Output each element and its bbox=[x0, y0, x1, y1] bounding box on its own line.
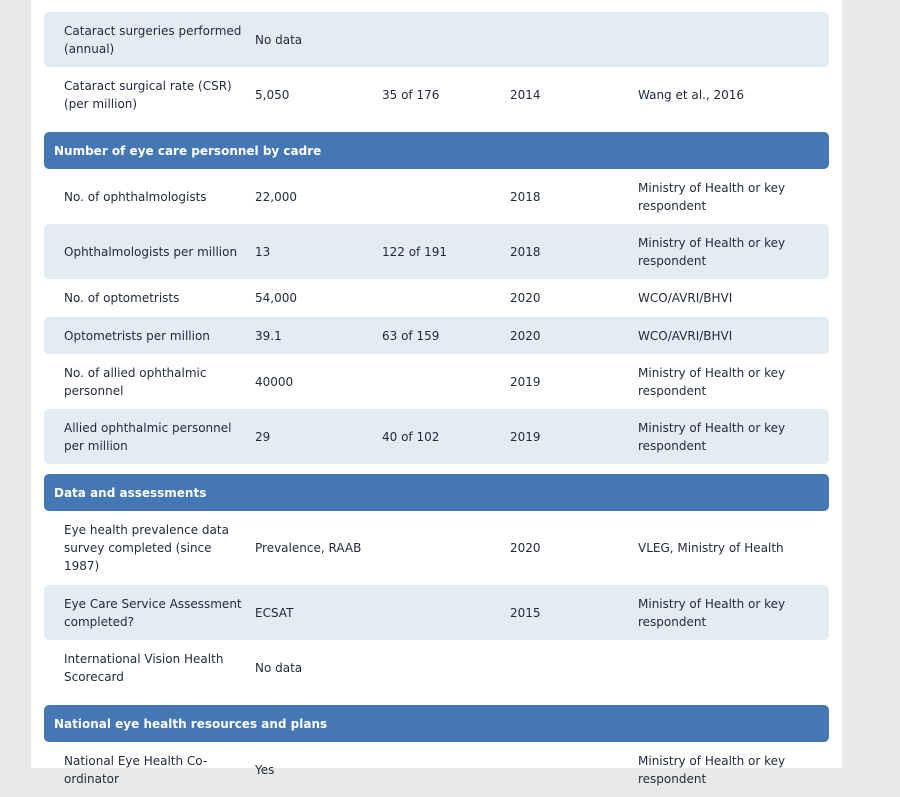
indicator-value: 13 bbox=[255, 244, 271, 259]
content-panel bbox=[31, 0, 842, 786]
indicator-name: Cataract surgical rate (CSR) (per million) bbox=[64, 78, 232, 111]
section-header: National eye health resources and plans bbox=[44, 705, 829, 742]
indicator-name: Eye Care Service Assessment completed? bbox=[64, 596, 242, 629]
indicator-value: No data bbox=[255, 32, 303, 47]
indicator-name: National Eye Health Co-ordinator bbox=[64, 753, 208, 786]
indicator-value: 5,050 bbox=[255, 87, 290, 102]
table-row bbox=[44, 169, 829, 224]
table-row bbox=[44, 12, 829, 67]
indicator-name: Cataract surgeries performed (annual) bbox=[64, 23, 242, 56]
table-row bbox=[44, 317, 829, 354]
indicator-year: 2019 bbox=[510, 429, 541, 444]
indicator-name: No. of optometrists bbox=[64, 291, 180, 305]
table-row bbox=[44, 409, 829, 464]
indicator-name: No. of allied ophthalmic personnel bbox=[64, 365, 207, 398]
table-row bbox=[44, 224, 829, 279]
indicator-year: 2019 bbox=[510, 374, 541, 389]
indicator-value: Yes bbox=[255, 762, 275, 777]
indicator-value: 29 bbox=[255, 429, 271, 444]
indicator-source: VLEG, Ministry of Health bbox=[638, 541, 784, 555]
indicator-source: WCO/AVRI/BHVI bbox=[638, 328, 733, 343]
indicator-rank: 122 of 191 bbox=[382, 244, 448, 259]
indicator-rank: 63 of 159 bbox=[382, 328, 440, 343]
indicator-value: ECSAT bbox=[255, 605, 294, 620]
table-row bbox=[44, 585, 829, 640]
indicator-name: Eye health prevalence data survey completed (since 1987) bbox=[64, 523, 229, 573]
indicator-value: Prevalence, RAAB bbox=[255, 541, 362, 555]
indicator-year: 2020 bbox=[510, 291, 541, 305]
indicator-source: Ministry of Health or key respondent bbox=[638, 180, 786, 213]
indicator-source: Ministry of Health or key respondent bbox=[638, 596, 786, 629]
indicator-year: 2015 bbox=[510, 605, 541, 620]
indicator-name: No. of ophthalmologists bbox=[64, 189, 207, 204]
indicator-year: 2020 bbox=[510, 328, 541, 343]
table-row bbox=[44, 511, 829, 585]
table-row bbox=[44, 67, 829, 122]
indicator-source: Ministry of Health or key respondent bbox=[638, 420, 786, 453]
section-header: Data and assessments bbox=[44, 474, 829, 511]
indicator-value: 39.1 bbox=[255, 328, 282, 343]
table-row bbox=[44, 279, 829, 317]
indicator-year: 2018 bbox=[510, 244, 541, 259]
indicator-year: 2018 bbox=[510, 189, 541, 204]
indicator-rank: 35 of 176 bbox=[382, 87, 440, 102]
indicator-value: 22,000 bbox=[255, 189, 297, 204]
indicator-source: Ministry of Health or key respondent bbox=[638, 753, 786, 786]
indicator-value: 54,000 bbox=[255, 291, 297, 305]
indicator-source: Wang et al., 2016 bbox=[638, 87, 745, 102]
indicator-name: Allied ophthalmic personnel per million bbox=[64, 420, 232, 453]
indicator-year: 2020 bbox=[510, 541, 541, 555]
section-header: Number of eye care personnel by cadre bbox=[44, 132, 829, 169]
indicator-name: Optometrists per million bbox=[64, 328, 210, 343]
indicator-name: International Vision Health Scorecard bbox=[64, 651, 224, 684]
indicator-rank: 40 of 102 bbox=[382, 429, 440, 444]
indicator-name: Ophthalmologists per million bbox=[64, 244, 238, 259]
indicator-table bbox=[44, 12, 829, 797]
indicator-source: Ministry of Health or key respondent bbox=[638, 365, 786, 398]
table-row bbox=[44, 640, 829, 695]
indicator-year: 2014 bbox=[510, 87, 541, 102]
table-row bbox=[44, 354, 829, 409]
table-row bbox=[44, 742, 829, 797]
indicator-source: Ministry of Health or key respondent bbox=[638, 235, 786, 268]
indicator-value: No data bbox=[255, 660, 303, 675]
indicator-source: WCO/AVRI/BHVI bbox=[638, 291, 733, 305]
indicator-value: 40000 bbox=[255, 374, 294, 389]
